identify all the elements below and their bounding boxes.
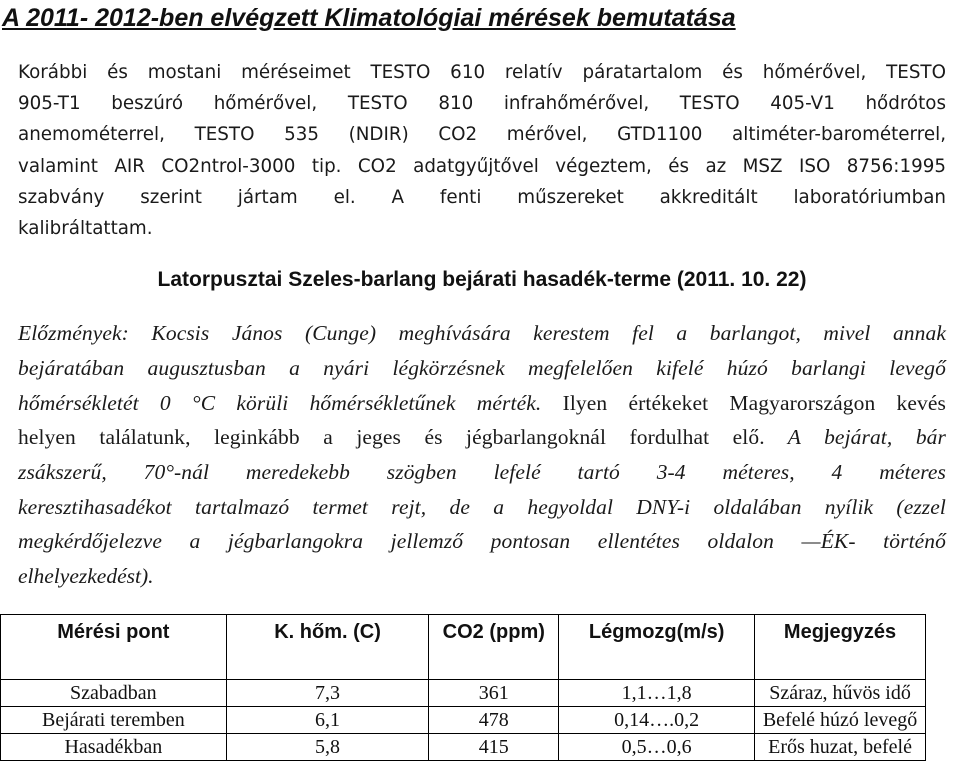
history-line: Előzmények: Kocsis János (Cunge) meghívására kerestem fel a barlangot, mivel annak [18, 321, 946, 346]
history-text-plain: Ilyen értékeket Magyarországon kevés [541, 390, 946, 415]
cell-point: Hasadékban [1, 734, 227, 761]
intro-line: kalibráltattam. [18, 218, 153, 240]
intro-line: 905-T1 beszúró hőmérővel, TESTO 810 infrahőmérővel, TESTO 405-V1 hődrótos [18, 93, 946, 115]
cell-co2: 415 [429, 734, 559, 761]
table-row [1, 734, 926, 761]
column-header-notes: Megjegyzés [755, 615, 926, 680]
history-line: zsákszerű, 70°-nál meredekebb szögben lefelé tartó 3-4 méteres, 4 méteres [18, 460, 946, 485]
intro-line: anemométerrel, TESTO 535 (NDIR) CO2 mérővel, GTD1100 altiméter-barométerrel, [18, 124, 946, 146]
column-header-temperature: K. hőm. (C) [226, 615, 429, 680]
document-page [2, 0, 946, 594]
history-paragraph [18, 316, 946, 594]
intro-paragraph [18, 57, 946, 244]
history-line [18, 420, 946, 455]
cell-point: Bejárati teremben [1, 707, 227, 734]
cell-airflow: 1,1…1,8 [559, 680, 755, 707]
cell-notes: Befelé húzó levegő [755, 707, 926, 734]
cell-temperature: 7,3 [226, 680, 429, 707]
measurements-table [0, 614, 926, 761]
table-row [1, 680, 926, 707]
history-text-plain: helyen találatunk, leginkább a jeges és jégbarlangoknál fordulhat elő. [18, 425, 765, 450]
history-line: keresztihasadékot tartalmazó termet rejt, de a hegyoldal DNY-i oldalában nyílik (ezzel [18, 494, 946, 519]
intro-line: szabvány szerint jártam el. A fenti műszereket akkreditált laboratóriumban [18, 186, 946, 208]
cell-temperature: 6,1 [226, 707, 429, 734]
section-heading: Latorpusztai Szeles-barlang bejárati hasadék-terme (2011. 10. 22) [157, 268, 807, 292]
cell-notes: Száraz, hűvös idő [755, 680, 926, 707]
cell-airflow: 0,14….0,2 [559, 707, 755, 734]
table-row [1, 707, 926, 734]
cell-airflow: 0,5…0,6 [559, 734, 755, 761]
column-header-co2: CO2 (ppm) [429, 615, 559, 680]
cell-co2: 361 [429, 680, 559, 707]
table-header-row [1, 615, 926, 680]
intro-line: Korábbi és mostani méréseimet TESTO 610 relatív páratartalom és hőmérővel, TESTO [18, 62, 946, 83]
cell-notes: Erős huzat, befelé [755, 734, 926, 761]
history-line: megkérdőjelezve a jégbarlangokra jellemző pontosan ellentétes oldalon —ÉK- történő [18, 529, 946, 554]
cell-temperature: 5,8 [226, 734, 429, 761]
history-line: elhelyezkedést). [18, 564, 154, 589]
history-text-italic: hőmérsékletét 0 °C körüli hőmérsékletűnek mérték. [18, 390, 542, 415]
cell-point: Szabadban [1, 680, 227, 707]
history-text-italic: A bejárat, bár [764, 425, 946, 450]
cell-co2: 478 [429, 707, 559, 734]
column-header-point: Mérési pont [1, 615, 227, 680]
page-title: A 2011- 2012-ben elvégzett Klimatológiai mérések bemutatása [2, 4, 736, 32]
column-header-airflow: Légmozg(m/s) [559, 615, 755, 680]
intro-line: valamint AIR CO2ntrol-3000 tip. CO2 adatgyűjtővel végeztem, és az MSZ ISO 8756:1995 [18, 155, 946, 177]
history-line: bejáratában augusztusban a nyári légkörzésnek megfelelően kifelé húzó barlangi levegő [18, 355, 946, 380]
history-line [18, 386, 946, 421]
